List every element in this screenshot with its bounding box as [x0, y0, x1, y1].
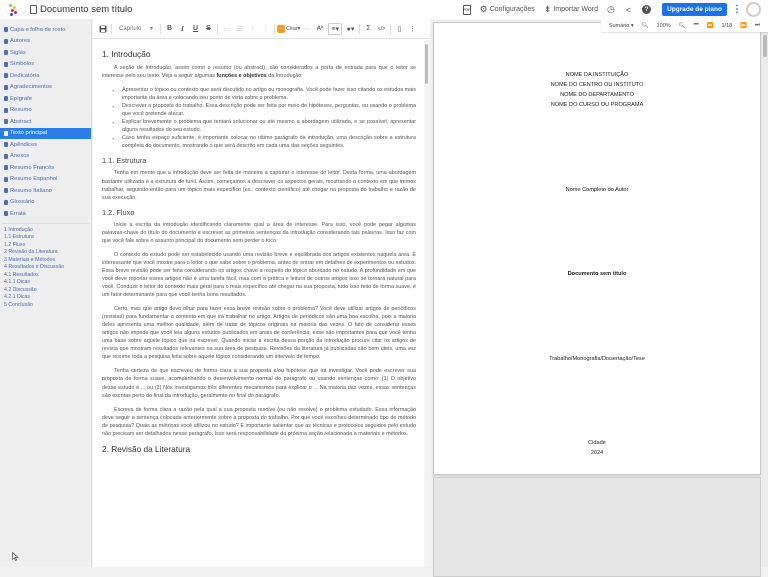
city: Cidade	[588, 440, 606, 446]
toolbar-more-icon[interactable]: ⋮	[409, 25, 416, 33]
dollar-icon	[4, 62, 8, 67]
editor-toolbar	[93, 19, 430, 39]
paragraph: Tenha em mente que a introdução deve ser feita de maneira a capturar o interesse do leitor. Desta forma, uma abordagem bastante utilizada é a estrutura de funil. Assim, começamos a descrever os aspectos gerais, mostrando o contexto em que iremos trabalhar, seguindo então para um tópico mais específico (ex.: contexto científico) até chegar na proposta do trabalho e razão de sua execução.	[102, 170, 416, 201]
page-indicator: 1/18	[721, 22, 733, 29]
prev-page-icon[interactable]: ⏪	[706, 22, 714, 29]
sidebar-item-label: Epígrafe	[10, 95, 32, 102]
file-icon	[4, 119, 8, 124]
file-icon	[4, 154, 8, 159]
institution-line: NOME DA INSTITUIÇÃO	[565, 72, 629, 78]
sidebar-item-dedicatoria[interactable]	[0, 70, 91, 82]
toc-item[interactable]: 4.2 Discussão	[4, 286, 37, 293]
editor-panel	[93, 19, 430, 567]
cite-button[interactable]	[277, 25, 300, 33]
bold-text: funções e objetivos	[216, 73, 267, 80]
toc-item[interactable]: 4.1.1 Dicas	[4, 279, 30, 285]
history-icon: ◷	[606, 4, 615, 14]
toolbar-divider	[359, 24, 360, 34]
sidebar-item-apendices[interactable]	[0, 139, 91, 151]
share-icon: <	[625, 4, 632, 15]
superscript-icon[interactable]: A²	[316, 25, 324, 32]
preview-page	[433, 22, 761, 475]
import-word-button[interactable]	[544, 4, 598, 15]
sidebar-item-autores[interactable]	[0, 36, 91, 48]
text-editor[interactable]	[93, 40, 424, 567]
paragraph	[102, 64, 416, 80]
document-icon	[30, 5, 37, 14]
file-icon	[4, 108, 8, 113]
heading-introducao: 1. Introdução	[102, 49, 151, 59]
sidebar-item-abstract[interactable]	[0, 116, 91, 128]
pdf-icon[interactable]: PDF	[463, 5, 471, 15]
text-run: da Introdução:	[266, 73, 303, 80]
toc-item[interactable]: 1.1 Estrutura	[4, 234, 34, 240]
institution-line: NOME DO CURSO OU PROGRAMA	[550, 102, 644, 108]
sidebar-item-label: Dedicatória	[10, 72, 40, 79]
sidebar-item-siglas[interactable]	[0, 47, 91, 59]
sidebar-item-label: Símbolos	[10, 61, 35, 68]
share-button[interactable]	[626, 5, 633, 15]
zoom-out-icon[interactable]: 🔍︎	[641, 22, 649, 29]
top-bar	[0, 0, 768, 19]
author-name: Nome Completo do Autor	[565, 187, 629, 193]
sidebar-item-label: Capa e folha de rosto	[10, 26, 66, 33]
summary-dropdown[interactable]: Sumário ▾	[608, 22, 634, 29]
work-type: Trabalho/Monografia/Dissertação/Tese	[549, 356, 645, 362]
bold-button[interactable]: B	[166, 25, 173, 32]
strikethrough-button[interactable]: S	[206, 25, 211, 32]
file-icon	[4, 27, 8, 32]
sidebar-item-resumo[interactable]	[0, 105, 91, 117]
sidebar-item-resumo-italiano[interactable]	[0, 185, 91, 197]
bullet-list	[122, 86, 416, 150]
user-avatar[interactable]	[746, 2, 761, 17]
heading-revisao: 2. Revisão da Literatura	[102, 443, 191, 454]
list-item: • Descrever a proposta do trabalho. Essa descrição pode ser feita por meio de hipóteses, perguntas, ou usando o problema que você pretende atacar.	[122, 102, 416, 118]
underline-button[interactable]: U	[192, 25, 199, 32]
file-icon	[4, 177, 8, 182]
toc-item[interactable]: 4.1 Resultados	[4, 271, 39, 278]
sidebar-item-label: Abstract	[10, 118, 32, 125]
text-run: A seção de Introdução, assim como o resumo (ou abstract), são considerados a porta de entrada para que o leitor se interesse pelo seu texto. Veja a seguir algumas	[102, 65, 416, 80]
save-icon[interactable]	[98, 23, 107, 35]
sidebar-item-label: Resumo	[10, 107, 32, 114]
help-icon: ?	[642, 5, 651, 14]
file-icon	[4, 188, 8, 193]
paragraph: Escreva de forma clara a razão pela qual a sua proposta resolve (ou não resolve) o problema estudado. Essa informação deve seguir a sentença colocada anteriormente sobre a proposta do trabalho. Por que você escolheu determinado tipo de método de pesquisa? Quais as métricas você utilizou no estudo? É importante salientar que as técnicas e protocolos seguidos pelo estudo não precisam ser detalhados nesse parágrafo. Isso será responsabilidade da próxima seção relacionada a materiais e métodos.	[102, 406, 416, 437]
toc-item[interactable]: 1 Introdução	[4, 226, 33, 233]
sidebar-sections	[0, 19, 91, 220]
file-icon	[4, 165, 8, 170]
mouse-cursor-icon	[12, 552, 19, 561]
sidebar-item-label: Autores	[10, 38, 30, 45]
upgrade-plan-button[interactable]: Upgrade de plano	[662, 3, 727, 16]
users-icon	[4, 39, 8, 44]
sidebar-item-label: Anexos	[10, 153, 30, 160]
toc-item[interactable]: 2 Revisão da Literatura	[4, 249, 58, 255]
paragraph: Inicie a escrita da introdução identificando claramente qual a área de interesse. Para isso, você pode pegar algumas palavras-chave do título do documento e escrever as primeiras sentenças da introdução considerando tais palavras. Isso faz com que você fale sobre o assunto principal do documento sem perder o foco.	[102, 221, 416, 244]
italic-button[interactable]: I	[181, 24, 184, 33]
document-title-text[interactable]: Documento sem título	[40, 4, 133, 15]
preview-toolbar	[601, 19, 768, 32]
file-icon	[4, 131, 8, 136]
sidebar-item-resumo-espanhol[interactable]	[0, 174, 91, 186]
list-item: • Explicar brevemente o problema que tentará solucionar ou até mesmo a abordagem utilizada, e se possível, apresentar alguns resultados do seu estudo.	[122, 118, 416, 134]
toc-item[interactable]: 4.2.1 Dicas	[4, 294, 30, 300]
list-icon	[4, 50, 8, 55]
institution-line: NOME DO DEPARTAMENTO	[560, 92, 634, 98]
sidebar-item-label: Siglas	[10, 49, 26, 56]
sidebar-item-resumo-frances[interactable]	[0, 162, 91, 174]
last-page-icon[interactable]: ⏭	[755, 22, 760, 28]
sidebar-item-label: Resumo Espanhol	[10, 176, 58, 183]
sidebar-item-errata[interactable]	[0, 208, 91, 220]
scrollbar-thumb[interactable]	[763, 35, 767, 57]
sidebar-item-glossario[interactable]	[0, 197, 91, 209]
caret-down-icon: ▾	[149, 26, 153, 32]
gear-icon: ⚙	[479, 4, 488, 14]
sidebar-divider	[2, 223, 89, 224]
align-dropdown[interactable]: ≡▾	[328, 23, 342, 35]
import-word-label: Importar Word	[553, 6, 598, 13]
toc-item[interactable]: 5 Conclusão	[4, 301, 33, 308]
first-page-icon[interactable]: ⏮	[693, 22, 699, 28]
toc-item[interactable]: 1.2 Fluxo	[4, 241, 26, 248]
file-icon	[4, 211, 8, 216]
sidebar-item-label: Errata	[10, 210, 26, 217]
preview-scrollbar[interactable]	[762, 32, 768, 567]
preview-page-next	[433, 477, 761, 577]
code-button[interactable]: </>	[377, 25, 386, 32]
quote-icon	[277, 25, 285, 33]
sidebar-item-label: Apêndices	[10, 141, 38, 148]
image-icon[interactable]: ▭	[223, 25, 230, 33]
sidebar-item-simbolos[interactable]	[0, 59, 91, 71]
pdf-preview	[430, 19, 768, 567]
preview-doc-title: Documento sem título	[567, 271, 627, 277]
file-icon	[4, 142, 8, 147]
toolbar-divider	[111, 24, 112, 34]
style-select-value: Capítulo	[119, 25, 142, 32]
bullet-list-icon[interactable]: ⁞	[264, 25, 267, 32]
sidebar-item-agradecimentos[interactable]	[0, 82, 91, 94]
toc-item[interactable]: 3 Materiais e Métodos	[4, 256, 56, 263]
scrollbar-thumb[interactable]	[425, 44, 428, 84]
top-actions	[463, 0, 768, 19]
sidebar-item-epigrafe[interactable]	[0, 93, 91, 105]
file-icon	[4, 96, 8, 101]
next-page-icon[interactable]: ⏩	[740, 22, 748, 29]
help-button[interactable]	[642, 5, 653, 14]
sidebar-item-label: Resumo Italiano	[10, 187, 52, 194]
table-of-contents	[0, 227, 91, 310]
toolbar-divider	[217, 24, 218, 34]
sidebar-item-anexos[interactable]	[0, 151, 91, 163]
equation-button[interactable]: Σ	[366, 25, 371, 32]
history-button[interactable]	[607, 4, 617, 15]
paragraph: O contexto do estudo pode ser estabelecido usando uma revisão breve e equilibrada dos artigos existentes naquela área. É interessante que você mostre para o leitor o que sabe sobre o problema, antes de entrar em detalhes de experimentos ou estudos. Essa breve revisão pode ser feita considerando os artigos chave a respeito do tópico abordado no estudo. A profundidade em que você deve reportar esses artigos não é uma tarefa fácil, mas com a prática e leitura de outros artigos isso se tornará natural para você. Conduzir o leitor do contexto mais geral para o mais específico até chegar na sua proposta, tudo isso feito de forma suave, é um fator determinante para que você tenha bons resultados.	[102, 251, 416, 299]
heading-estrutura: 1.1. Estrutura	[102, 156, 147, 166]
year: 2024	[590, 450, 604, 456]
zoom-in-icon[interactable]: 🔍︎	[678, 22, 686, 29]
list-item: • Apresentar o tópico ou contexto que será discutido no artigo ou monografia. Você pode fazer isso citando os estudos mais importante da área e colocando seu ponto de vista sobre o problema.	[122, 86, 416, 102]
file-icon	[4, 85, 8, 90]
sidebar-item-label: Texto principal	[10, 130, 48, 137]
cite-label: Citar	[286, 25, 298, 32]
toolbar-divider	[274, 24, 275, 34]
page-icon[interactable]: ▯	[397, 25, 402, 33]
toolbar-divider	[390, 24, 391, 34]
sidebar-item-label: Resumo Francês	[10, 164, 55, 171]
paragraph: Tenha certeza de que escreveu de forma clara a sua proposta e/ou hipótese que irá investigar. Você pode escrever sua proposta de forma suave, acompanhando o desenvolvimento normal do parágrafo ou usando sentenças como: (1) O objetivo desse estudo é ... ou (2) Nós investigamos três diferentes mecanismos para explicar o ... Na maioria das vezes, essas sentenças são escritas perto do final da introdução, geralmente no final do parágrafo.	[102, 368, 416, 399]
style-select[interactable]	[116, 23, 156, 35]
link-icon[interactable]: ↔	[303, 25, 311, 32]
paragraph: Certo, mas que artigo devo olhar para fazer essa breve revisão sobre o problema? Você deve utilizar artigos de periódicos (revistas) para fundamentar o contexto em que irá trabalhar no artigo. Artigos de periódicos são uma boa escolha, pois a maioria deles apresenta uma melhor qualidade, além de tratar de tópicos originais na maioria das vezes. O fato de considerar esses artigos não impede que você leia alguns estudos publicados em anais de conferência, esse são importantes para que você tenha uma base sobre aquele tópico que irá escrever. Quando iniciar a escrita dessa porção da introdução procure citar os artigos de revista que mostram resultados relevantes na sua área de pesquisa. Revisões da literatura já publicadas são bem úteis, uma vez que resume toda a pesquisa feita sobre aquele tópico considerando um intervalo de tempo.	[102, 306, 416, 361]
caret-down-icon: ▾	[297, 25, 301, 32]
import-icon: ⇟	[543, 4, 552, 14]
sidebar-item-label: Glossário	[10, 199, 35, 206]
more-options-icon[interactable]: ⋮	[732, 4, 742, 15]
comment-dropdown[interactable]: ●▾	[346, 25, 355, 33]
list-item: • Caso tenha espaço suficiente, é importante colocar no ultimo parágrafo da introdução, uma descrição sobre a estrutura completa do documento, mostrando o que será descrito em cada uma das seções seguintes.	[122, 134, 416, 150]
document-title[interactable]	[30, 4, 132, 15]
settings-label: Configurações	[489, 6, 535, 13]
file-icon	[4, 73, 8, 78]
toolbar-divider	[160, 24, 161, 34]
file-icon	[4, 200, 8, 205]
sidebar-item-label: Agradecimentos	[10, 84, 52, 91]
toc-item[interactable]: 4 Resultados e Discussão	[4, 264, 64, 270]
settings-button[interactable]	[480, 4, 535, 15]
sidebar	[0, 19, 92, 567]
institution-line: NOME DO CENTRO OU INSTITUTO	[550, 82, 644, 88]
sidebar-item-capa[interactable]	[0, 24, 91, 36]
ordered-list-icon[interactable]: ⁝	[251, 25, 254, 33]
zoom-level: 100%	[656, 22, 671, 29]
heading-fluxo: 1.2. Fluxo	[102, 207, 135, 217]
app-logo[interactable]	[7, 3, 21, 17]
sidebar-item-texto-principal[interactable]	[0, 128, 91, 140]
table-icon[interactable]: ☰	[236, 25, 243, 33]
